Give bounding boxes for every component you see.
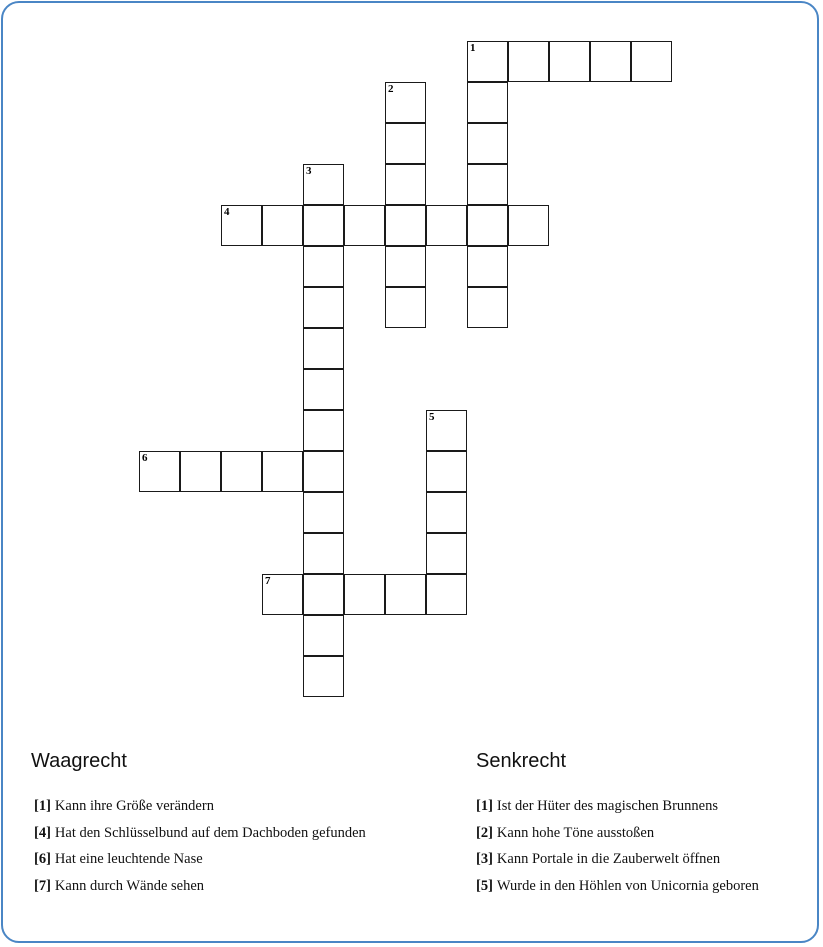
across-clue <box>34 823 366 850</box>
crossword-cell[interactable] <box>467 82 508 123</box>
clue-number: [1] <box>476 798 493 814</box>
down-clue <box>476 876 759 903</box>
clue-number: [6] <box>34 851 51 867</box>
crossword-cell[interactable] <box>303 492 344 533</box>
crossword-cell[interactable] <box>385 246 426 287</box>
cell-number: 7 <box>265 575 271 587</box>
crossword-cell[interactable] <box>262 574 303 615</box>
clue-text: Kann hohe Töne ausstoßen <box>496 824 655 841</box>
clue-text: Kann durch Wände sehen <box>54 877 205 894</box>
clue-number: [4] <box>34 824 51 841</box>
crossword-cell[interactable] <box>303 287 344 328</box>
crossword-cell[interactable] <box>385 123 426 164</box>
crossword-cell[interactable] <box>303 574 344 615</box>
clue-number: [5] <box>476 877 493 894</box>
clue-number: [2] <box>476 824 493 841</box>
crossword-cell[interactable] <box>467 287 508 328</box>
down-clue <box>476 796 759 823</box>
across-clue-list <box>34 796 366 902</box>
cell-number: 1 <box>470 42 476 54</box>
crossword-cell[interactable] <box>467 123 508 164</box>
crossword-cell[interactable] <box>221 205 262 246</box>
cell-number: 3 <box>306 165 312 177</box>
crossword-cell[interactable] <box>549 41 590 82</box>
clue-text: Wurde in den Höhlen von Unicornia geboren <box>496 877 759 894</box>
clue-number: [7] <box>34 877 51 894</box>
down-heading: Senkrecht <box>476 750 567 772</box>
across-clue <box>34 876 366 903</box>
clue-number: [1] <box>34 798 51 814</box>
crossword-cell[interactable] <box>631 41 672 82</box>
crossword-cell[interactable] <box>385 82 426 123</box>
cell-number: 4 <box>224 206 230 218</box>
crossword-cell[interactable] <box>426 410 467 451</box>
down-clue <box>476 823 759 850</box>
crossword-cell[interactable] <box>303 656 344 697</box>
crossword-cell[interactable] <box>467 246 508 287</box>
crossword-cell[interactable] <box>385 574 426 615</box>
crossword-cell[interactable] <box>508 41 549 82</box>
crossword-cell[interactable] <box>139 451 180 492</box>
crossword-cell[interactable] <box>590 41 631 82</box>
crossword-cell[interactable] <box>262 451 303 492</box>
crossword-cell[interactable] <box>303 164 344 205</box>
crossword-cell[interactable] <box>303 615 344 656</box>
clue-text: Hat den Schlüsselbund auf dem Dachboden gefunden <box>54 824 366 841</box>
crossword-cell[interactable] <box>467 164 508 205</box>
crossword-cell[interactable] <box>262 205 303 246</box>
crossword-cell[interactable] <box>303 451 344 492</box>
clue-text: Kann Portale in die Zauberwelt öffnen <box>496 851 721 867</box>
crossword-cell[interactable] <box>426 205 467 246</box>
clue-text: Kann ihre Größe verändern <box>54 798 214 814</box>
crossword-cell[interactable] <box>303 410 344 451</box>
crossword-cell[interactable] <box>180 451 221 492</box>
crossword-cell[interactable] <box>508 205 549 246</box>
crossword-cell[interactable] <box>344 574 385 615</box>
crossword-cell[interactable] <box>426 492 467 533</box>
cell-number: 6 <box>142 452 148 464</box>
crossword-cell[interactable] <box>221 451 262 492</box>
across-heading: Waagrecht <box>31 750 127 772</box>
crossword-cell[interactable] <box>385 287 426 328</box>
across-clue <box>34 849 366 876</box>
crossword-cell[interactable] <box>303 246 344 287</box>
crossword-cell[interactable] <box>426 451 467 492</box>
cell-number: 5 <box>429 411 435 423</box>
crossword-cell[interactable] <box>467 205 508 246</box>
clue-text: Hat eine leuchtende Nase <box>54 851 203 867</box>
crossword-cell[interactable] <box>303 533 344 574</box>
clue-text: Ist der Hüter des magischen Brunnens <box>496 798 718 814</box>
crossword-cell[interactable] <box>303 328 344 369</box>
clue-number: [3] <box>476 851 493 867</box>
crossword-cell[interactable] <box>426 533 467 574</box>
crossword-cell[interactable] <box>467 41 508 82</box>
down-clue <box>476 849 759 876</box>
crossword-cell[interactable] <box>303 369 344 410</box>
down-clue-list <box>476 796 759 902</box>
cell-number: 2 <box>388 83 394 95</box>
crossword-cell[interactable] <box>385 164 426 205</box>
crossword-cell[interactable] <box>385 205 426 246</box>
crossword-cell[interactable] <box>426 574 467 615</box>
crossword-cell[interactable] <box>303 205 344 246</box>
across-clue <box>34 796 366 823</box>
crossword-cell[interactable] <box>344 205 385 246</box>
